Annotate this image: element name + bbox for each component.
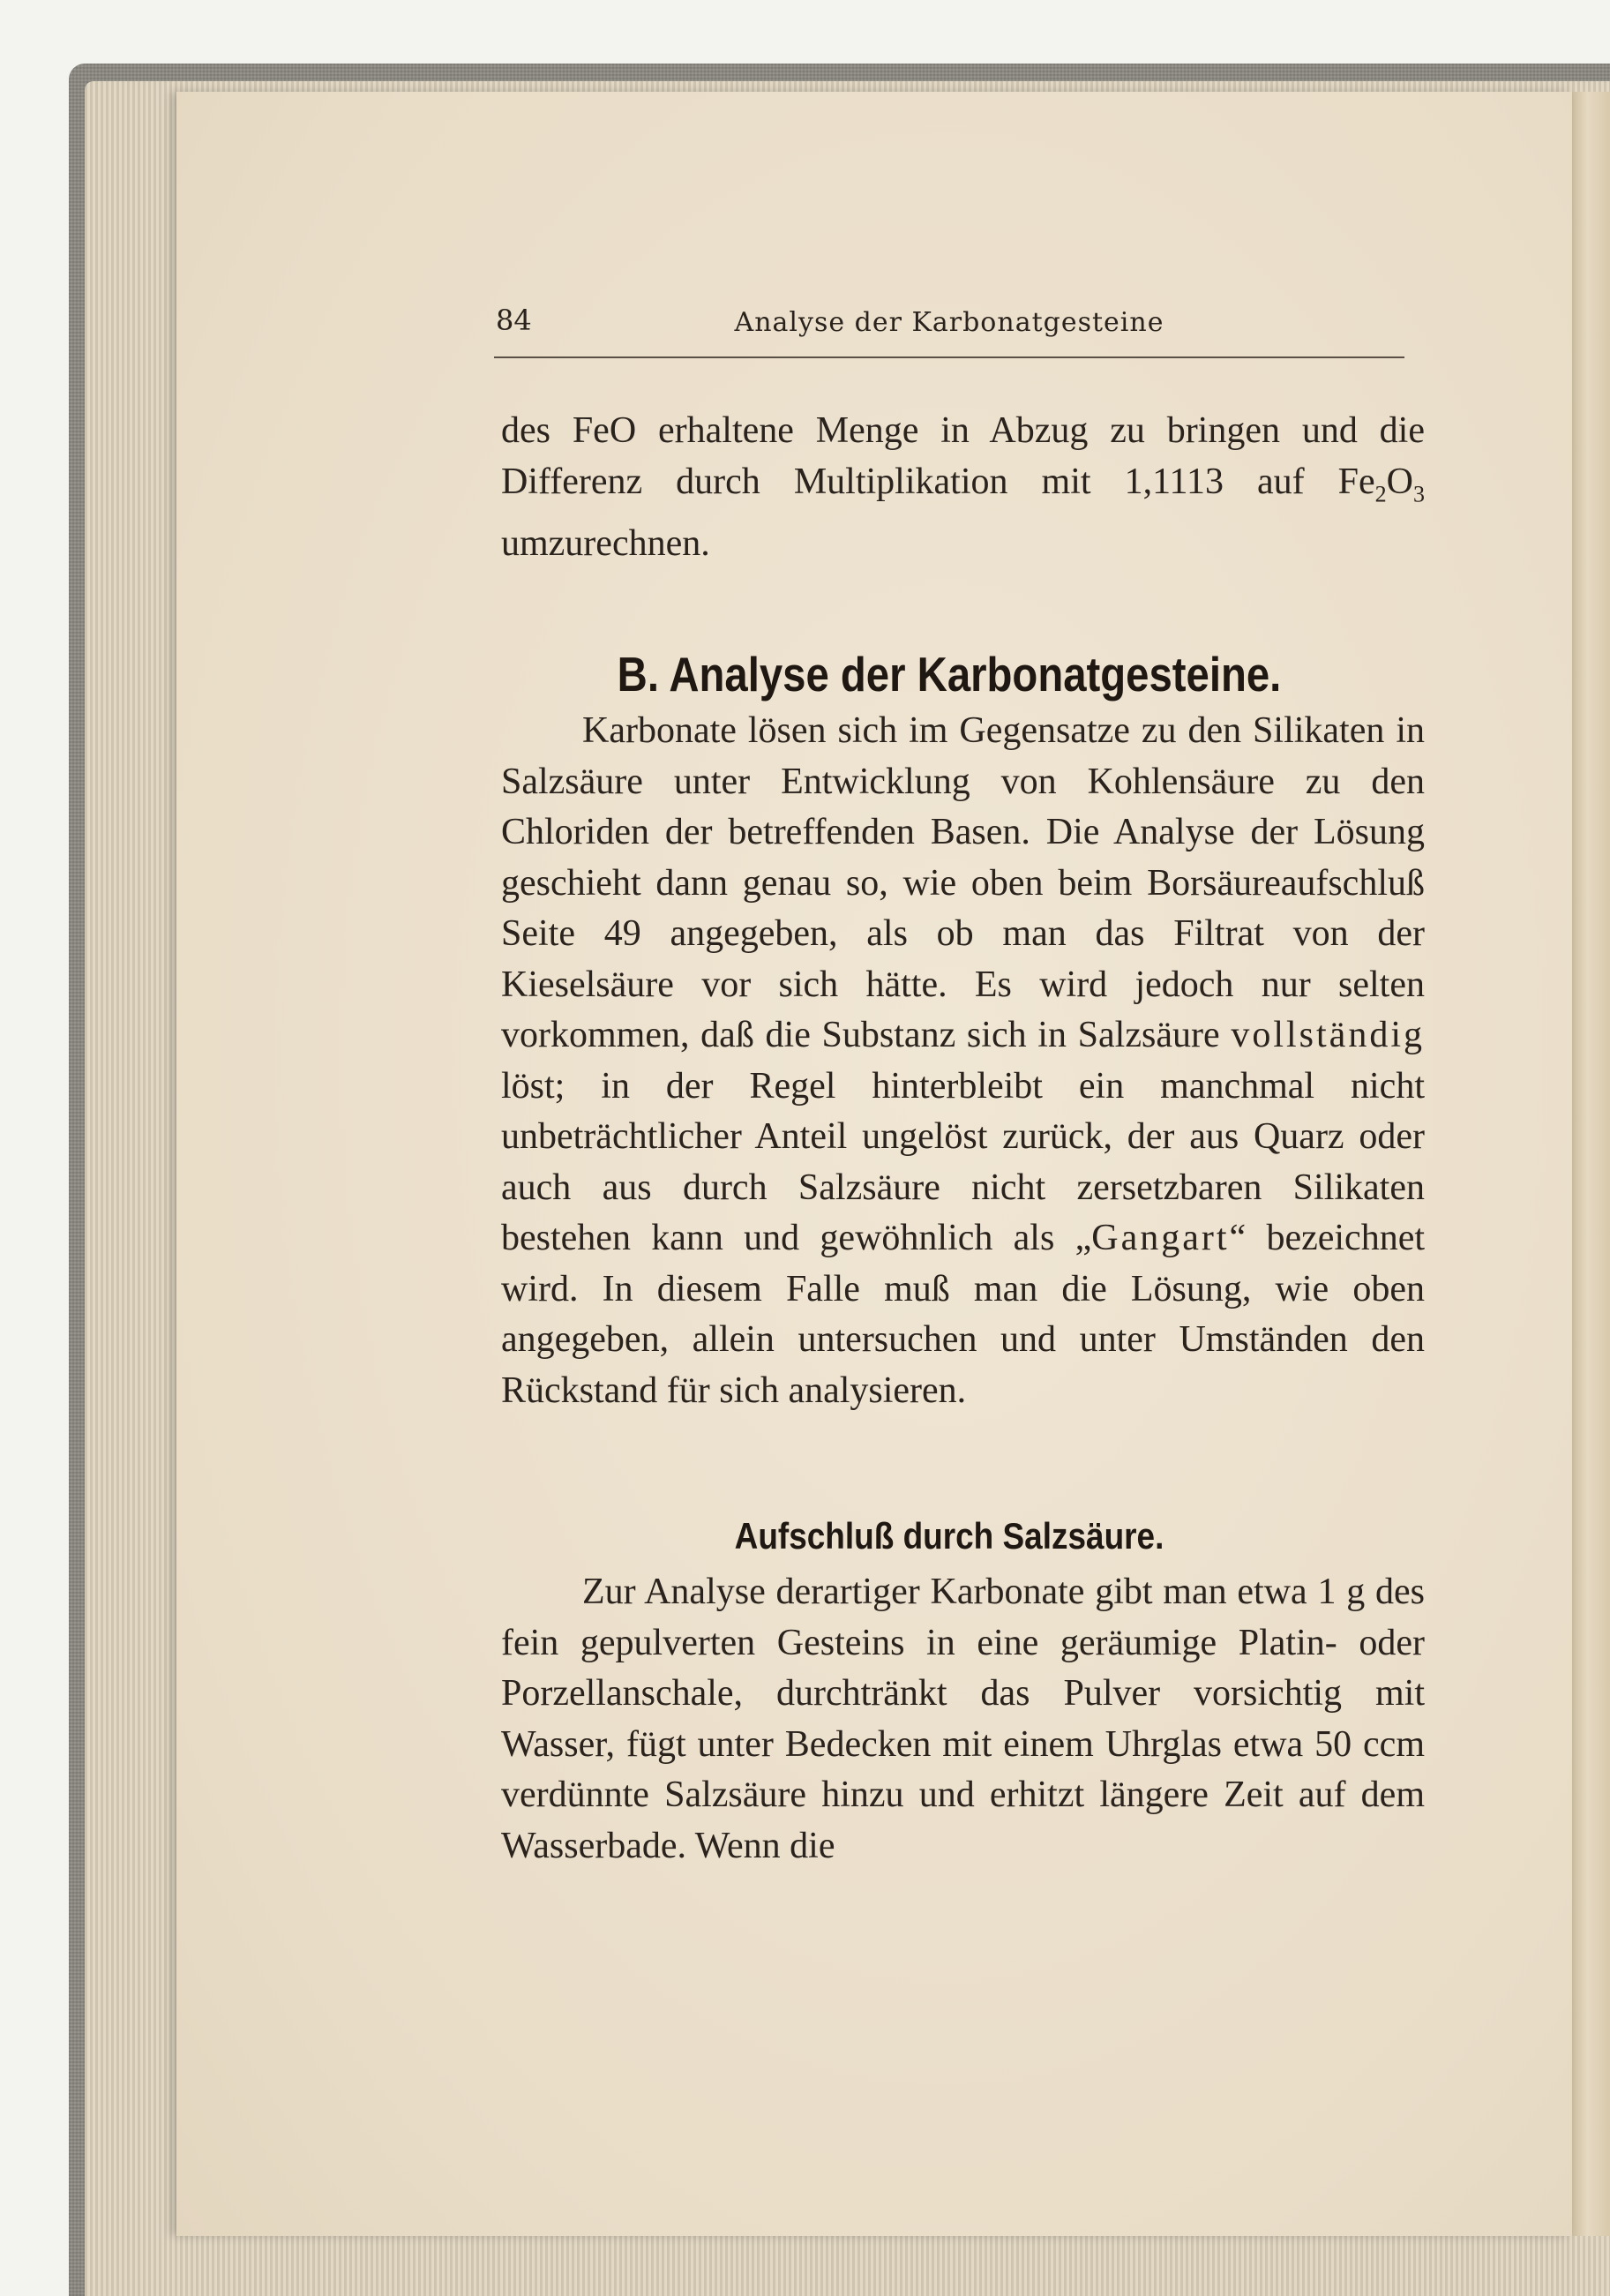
paragraph-text: löst; in der Regel hinterbleibt ein manchmal nicht unbeträchtlicher Anteil ungelöst zurück, der aus Quarz oder auch aus durch Salzsäure nicht zersetzbaren Silikaten bestehen kann und gewöhnlich als „ bbox=[501, 1065, 1425, 1258]
continuation-text-1: des FeO erhaltene Menge in Abzug zu bringen und die Differenz durch Multiplikation mit 1,1113 auf Fe bbox=[501, 410, 1425, 502]
continuation-text-2: O bbox=[1386, 461, 1413, 502]
paragraph-text: Karbonate lösen sich im Gegensatze zu den Silikaten in Salzsäure unter Entwicklung von Kohlensäure zu den Chloriden der betreffenden Basen. Die Analyse der Lösung geschieht dann genau so, wie oben beim Borsäureaufschluß Seite 49 angegeben, als ob man das Filtrat von der Kieselsäure vor sich hätte. Es wird jedoch nur selten vorkommen, daß die Substanz sich in Salzsäure bbox=[501, 710, 1425, 1055]
emphasized-word: vollständig bbox=[1231, 1015, 1425, 1055]
continuation-text-3: umzurechnen. bbox=[501, 523, 710, 565]
paragraph-text: “ bezeichnet wird. In diesem Falle muß man die Lösung, wie oben angegeben, allein untersuchen und unter Umständen den Rückstand für sich analysieren. bbox=[501, 1218, 1425, 1411]
emphasized-word: Gangart bbox=[1091, 1218, 1230, 1258]
running-title: Analyse der Karbonatgesteine bbox=[734, 307, 1164, 338]
subscript-2: 2 bbox=[1374, 480, 1387, 506]
paragraph-karbonate bbox=[501, 706, 1425, 1416]
running-header bbox=[494, 304, 1404, 358]
continuation-paragraph bbox=[501, 406, 1425, 570]
subsection-heading: Aufschluß durch Salzsäure. bbox=[734, 1515, 1164, 1557]
section-heading: B. Analyse der Karbonatgesteine. bbox=[617, 647, 1282, 702]
facing-page-edge bbox=[1572, 92, 1610, 2236]
subscript-3: 3 bbox=[1413, 480, 1425, 506]
page-number: 84 bbox=[496, 304, 532, 337]
paragraph-aufschluss: Zur Analyse derartiger Karbonate gibt man etwa 1 g des fein gepulverten Gesteins in eine geräumige Platin- oder Porzellanschale, durchtränkt das Pulver vorsichtig mit Wasser, fügt unter Bedecken mit einem Uhrglas etwa 50 ccm verdünnte Salzsäure hinzu und erhitzt längere Zeit auf dem Wasserbade. Wenn die bbox=[501, 1572, 1425, 1866]
